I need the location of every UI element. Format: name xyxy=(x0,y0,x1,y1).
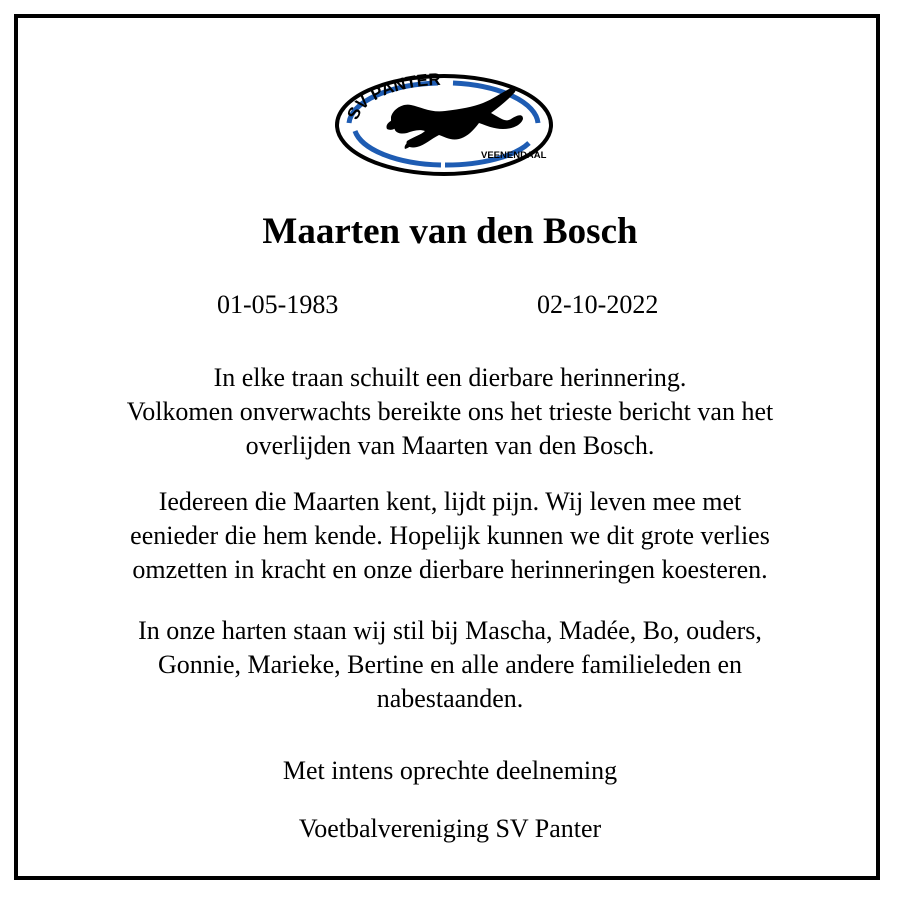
logo-club-name: SV PANTER xyxy=(343,73,442,123)
paragraph-line: In elke traan schuilt een dierbare herinnering. xyxy=(213,363,687,392)
logo-city: VEENENDAAL xyxy=(481,150,547,161)
paragraph-line: omzetten in kracht en onze dierbare herinneringen koesteren. xyxy=(132,555,768,584)
deceased-name: Maarten van den Bosch xyxy=(262,211,638,252)
birth-date: 01-05-1983 xyxy=(217,290,339,319)
paragraph-line: Iedereen die Maarten kent, lijdt pijn. Wij leven mee met xyxy=(158,487,742,516)
paragraph-line: nabestaanden. xyxy=(376,684,524,713)
paragraph-1 xyxy=(40,361,860,463)
paragraph-line: Volkomen onverwachts bereikte ons het trieste bericht van het xyxy=(126,397,774,426)
paragraph-line: overlijden van Maarten van den Bosch. xyxy=(245,431,655,460)
paragraph-3 xyxy=(40,614,860,716)
sv-panter-logo xyxy=(333,73,555,177)
paragraph-line: In onze harten staan wij stil bij Mascha, Madée, Bo, ouders, xyxy=(138,616,762,645)
paragraph-2 xyxy=(40,485,860,587)
signature: Voetbalvereniging SV Panter xyxy=(298,814,602,843)
paragraph-line: eenieder die hem kende. Hopelijk kunnen we dit grote verlies xyxy=(130,521,770,550)
death-date: 02-10-2022 xyxy=(537,290,659,319)
paragraph-line: Gonnie, Marieke, Bertine en alle andere familieleden en xyxy=(157,650,742,679)
closing-line: Met intens oprechte deelneming xyxy=(282,756,618,785)
